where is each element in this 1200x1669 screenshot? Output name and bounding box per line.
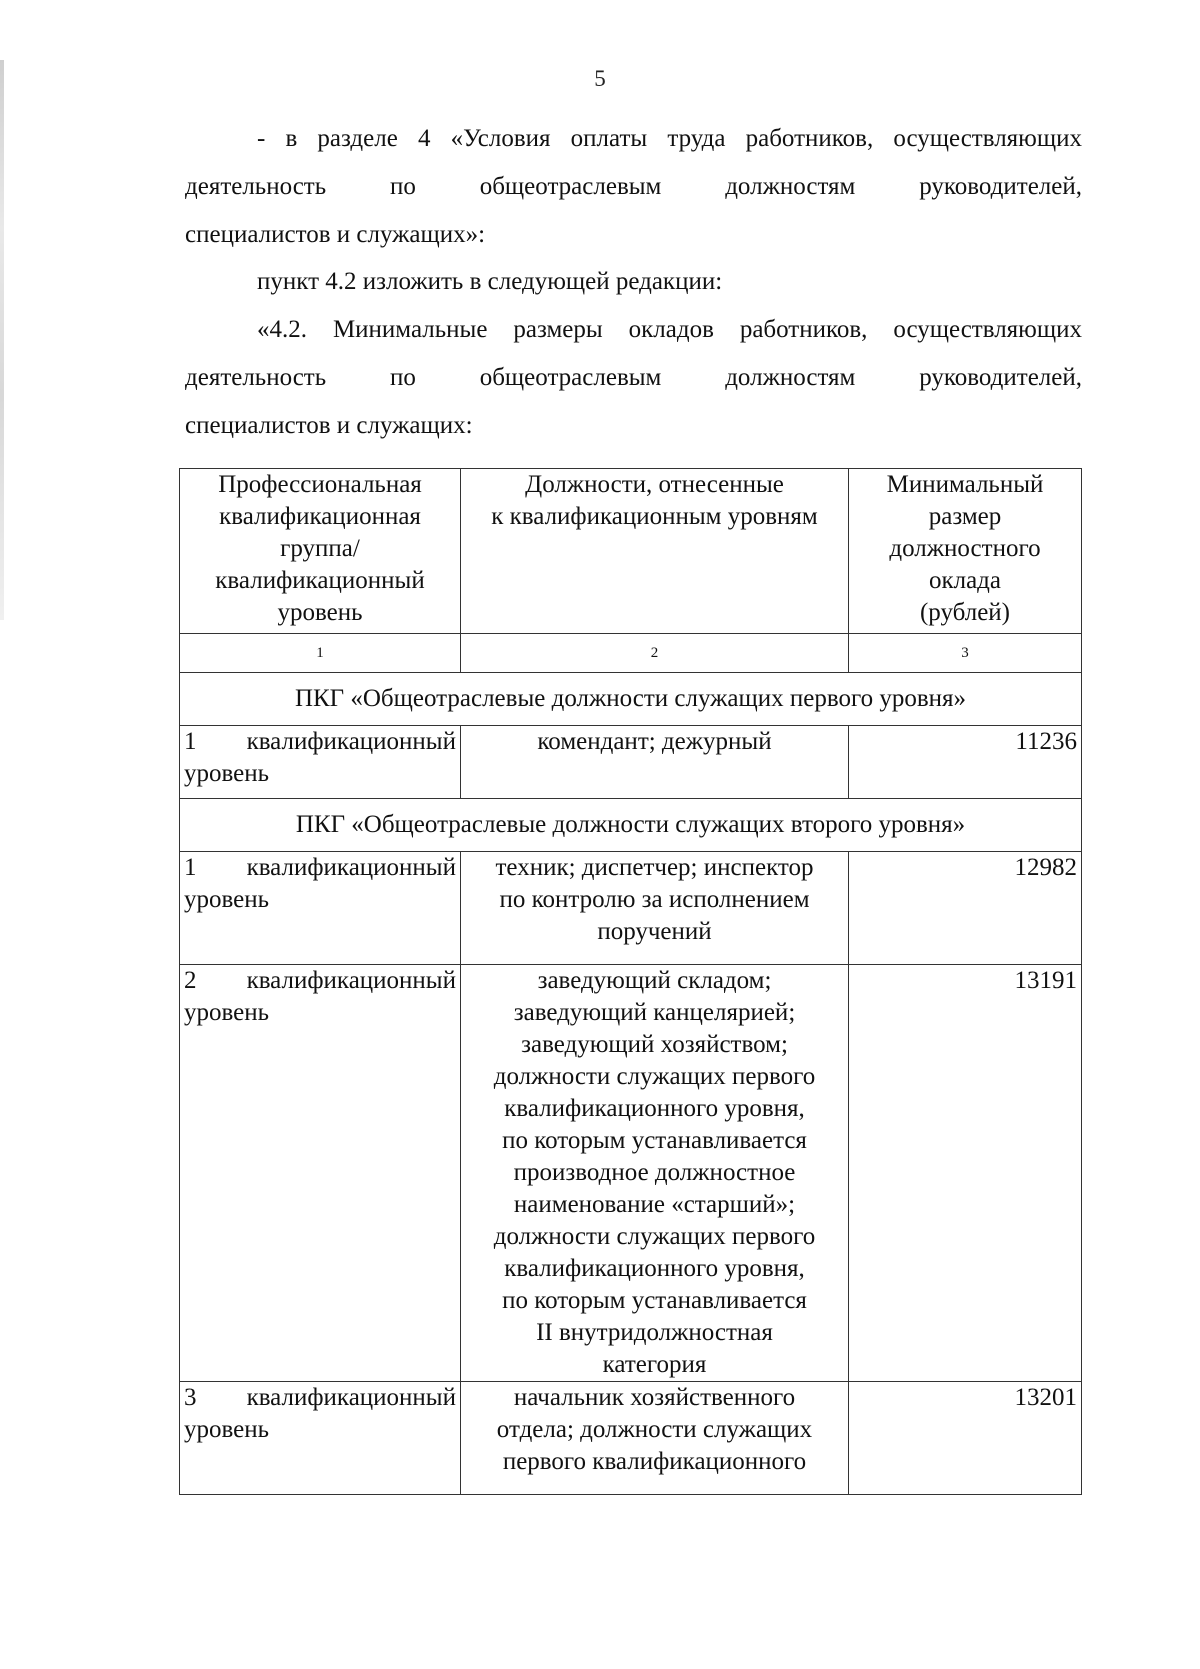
level-tail: уровень [184, 999, 270, 1026]
level-number: 1 [184, 854, 197, 881]
position-line: комендант; дежурный [537, 728, 772, 755]
header-min-salary [849, 469, 1082, 634]
position-line: отдела; должности служащих [496, 1416, 813, 1443]
salary-table [179, 468, 1082, 1495]
table-row [180, 852, 1082, 965]
header-line: к квалификационным уровням [491, 503, 818, 530]
column-number-row [180, 634, 1082, 673]
position-line: II внутридолжностная [536, 1319, 773, 1346]
qualification-level [180, 1382, 461, 1495]
position-line: начальник хозяйственного [513, 1384, 796, 1411]
position-line: наименование «старший»; [513, 1191, 796, 1218]
header-line: квалификационный [215, 567, 425, 594]
salary-amount: 12982 [849, 852, 1082, 965]
position-line: должности служащих первого [493, 1063, 816, 1090]
level-number: 2 [184, 967, 197, 994]
intro-paragraph [185, 115, 1082, 259]
column-number-2: 2 [461, 634, 849, 673]
position-line: первого квалификационного [502, 1448, 807, 1475]
salary-amount: 13191 [849, 965, 1082, 1382]
position-line: по которым устанавливается [502, 1287, 807, 1314]
position-line: заведующий хозяйством; [521, 1031, 788, 1058]
level-word: квалификационный [246, 1384, 456, 1411]
column-number-3: 3 [849, 634, 1082, 673]
position-line: поручений [597, 918, 712, 945]
clause-line-3: специалистов и служащих: [185, 412, 473, 439]
group-row [180, 799, 1082, 852]
level-number: 3 [184, 1384, 197, 1411]
header-qualification-group [180, 469, 461, 634]
header-row [180, 469, 1082, 634]
table-row [180, 726, 1082, 799]
level-tail: уровень [184, 886, 270, 913]
header-line: должностного [889, 535, 1041, 562]
positions-cell [461, 965, 849, 1382]
clause-line-2: деятельность по общеотраслевым должностям руководителей, [185, 364, 1082, 391]
intro-line-2: деятельность по общеотраслевым должностям руководителей, [185, 173, 1082, 200]
qualification-level [180, 852, 461, 965]
scan-edge-shadow [0, 60, 4, 620]
positions-cell [461, 726, 849, 799]
column-number-1: 1 [180, 634, 461, 673]
position-line: по контролю за исполнением [499, 886, 810, 913]
header-line: размер [928, 503, 1002, 530]
level-tail: уровень [184, 1416, 270, 1443]
header-line: (рублей) [919, 599, 1011, 626]
level-word: квалификационный [246, 854, 456, 881]
level-word: квалификационный [246, 728, 456, 755]
header-line: Минимальный [886, 471, 1044, 498]
intro-line-1: - в разделе 4 «Условия оплаты труда работников, осуществляющих [257, 125, 1082, 152]
position-line: производное должностное [513, 1159, 796, 1186]
header-line: группа/ [280, 535, 360, 562]
salary-amount: 11236 [849, 726, 1082, 799]
level-number: 1 [184, 728, 197, 755]
group-title: ПКГ «Общеотраслевые должности служащих второго уровня» [180, 799, 1082, 852]
instruction-line: пункт 4.2 изложить в следующей редакции: [257, 268, 723, 295]
level-top-line [184, 852, 456, 884]
header-line: Профессиональная [218, 471, 422, 498]
qualification-level [180, 965, 461, 1382]
intro-line-3: специалистов и служащих»: [185, 221, 486, 248]
position-line: техник; диспетчер; инспектор [495, 854, 814, 881]
position-line: должности служащих первого [493, 1223, 816, 1250]
level-top-line [184, 965, 456, 997]
clause-line-1: «4.2. Минимальные размеры окладов работников, осуществляющих [257, 316, 1082, 343]
instruction-paragraph [185, 258, 1082, 306]
level-tail: уровень [184, 760, 270, 787]
position-line: квалификационного уровня, [504, 1255, 805, 1282]
level-top-line [184, 726, 456, 758]
group-row [180, 673, 1082, 726]
clause-paragraph [185, 306, 1082, 450]
positions-cell [461, 852, 849, 965]
page-number: 5 [594, 66, 606, 91]
positions-cell [461, 1382, 849, 1495]
table-row [180, 1382, 1082, 1495]
position-line: квалификационного уровня, [504, 1095, 805, 1122]
header-line: квалификационная [219, 503, 421, 530]
position-line: заведующий канцелярией; [513, 999, 796, 1026]
salary-amount: 13201 [849, 1382, 1082, 1495]
table-body [180, 634, 1082, 1495]
level-word: квалификационный [246, 967, 456, 994]
header-line: уровень [277, 599, 363, 626]
position-line: категория [602, 1351, 707, 1378]
table-row [180, 965, 1082, 1382]
position-line: по которым устанавливается [502, 1127, 807, 1154]
group-title: ПКГ «Общеотраслевые должности служащих первого уровня» [180, 673, 1082, 726]
header-line: Должности, отнесенные [525, 471, 784, 498]
level-top-line [184, 1382, 456, 1414]
position-line: заведующий складом; [537, 967, 772, 994]
qualification-level [180, 726, 461, 799]
header-positions [461, 469, 849, 634]
header-line: оклада [928, 567, 1002, 594]
